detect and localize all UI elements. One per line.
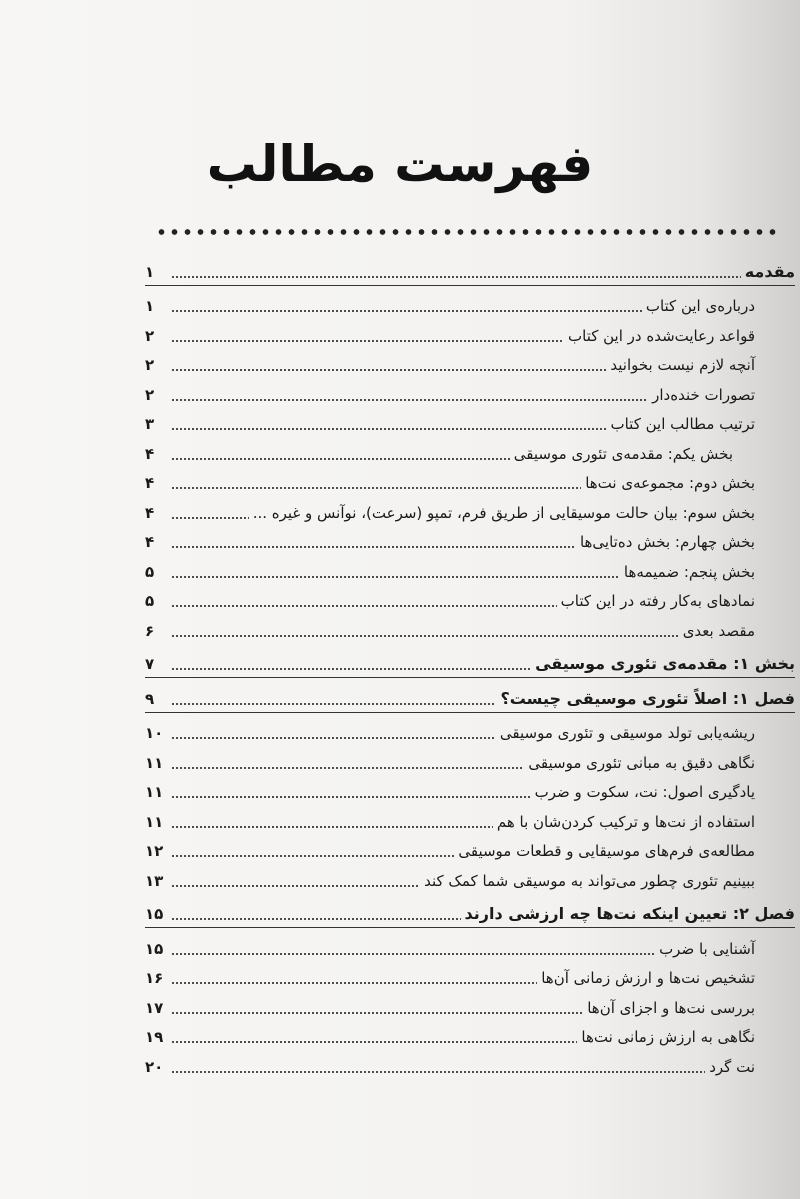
toc-entry — [145, 349, 795, 379]
toc-entry — [145, 932, 795, 962]
toc-section-entry — [145, 255, 795, 286]
toc-entry-title: ریشه‌یابی تولد موسیقی و تئوری موسیقی — [499, 724, 755, 742]
dot-leader — [171, 826, 493, 828]
toc-entry-page-number: ۲۰ — [145, 1057, 164, 1076]
toc-entry-title: نگاهی به ارزش زمانی نت‌ها — [581, 1028, 755, 1046]
toc-entry-title: مقصد بعدی — [682, 621, 755, 640]
toc-entry-title: ببینیم تئوری چطور می‌تواند به موسیقی شما کمک کند — [424, 871, 755, 890]
toc-entry-page-number: ۱۵ — [145, 905, 164, 923]
toc-entry-title: فصل ۱: اصلاً تئوری موسیقی چیست؟ — [500, 688, 795, 708]
dot-leader — [171, 1041, 577, 1043]
toc-entry-title: مقدمه — [744, 261, 795, 281]
dot-leader — [171, 399, 648, 401]
toc-entry-title: ترتیب مطالب این کتاب — [610, 415, 755, 433]
toc-entry — [145, 717, 795, 747]
dot-leader — [171, 487, 581, 489]
dot-leader — [171, 668, 531, 670]
toc-entry — [145, 864, 795, 894]
toc-entry-title: آنچه لازم نیست بخوانید — [610, 356, 755, 374]
toc-section-entry — [145, 682, 795, 713]
toc-entry-page-number: ۶ — [145, 621, 155, 640]
toc-entry — [145, 467, 795, 497]
toc-entry-page-number: ۱ — [145, 262, 155, 281]
toc-entry-page-number: ۷ — [145, 655, 155, 673]
dot-leader — [171, 918, 461, 920]
toc-entry-title: استفاده از نت‌ها و ترکیب کردن‌شان با هم — [496, 812, 755, 831]
toc-entry — [145, 835, 795, 865]
toc-entry-page-number: ۱۱ — [145, 753, 164, 772]
toc-entry — [145, 555, 795, 585]
toc-entry-title: بخش یکم: مقدمه‌ی تئوری موسیقی — [513, 444, 733, 463]
toc-entry-title: بررسی نت‌ها و اجزای آن‌ها — [587, 998, 755, 1017]
toc-entry — [145, 746, 795, 776]
toc-entry — [145, 408, 795, 438]
dot-leader — [171, 855, 454, 857]
toc-entry — [145, 962, 795, 992]
toc-entry-title: نگاهی دقیق به مبانی تئوری موسیقی — [528, 753, 755, 772]
table-of-contents — [145, 255, 795, 1080]
toc-entry-page-number: ۱۹ — [145, 1028, 164, 1046]
toc-entry-page-number: ۱۵ — [145, 939, 164, 958]
dot-leader — [171, 796, 531, 798]
dot-leader — [171, 576, 620, 578]
toc-entry-title: مطالعه‌ی فرم‌های موسیقایی و قطعات موسیقی — [458, 842, 755, 860]
page-title: فهرست مطالب — [206, 135, 594, 193]
toc-entry-page-number: ۴ — [145, 533, 155, 551]
toc-entry — [145, 319, 795, 349]
toc-entry-title: بخش سوم: بیان حالت موسیقایی از طریق فرم، تمپو (سرعت)، نوآنس و غیره ... — [252, 503, 755, 522]
toc-entry-title: بخش ۱: مقدمه‌ی تئوری موسیقی — [535, 654, 795, 673]
toc-entry-title: نمادهای به‌کار رفته در این کتاب — [560, 592, 755, 610]
toc-entry — [145, 614, 795, 644]
toc-entry-title: درباره‌ی این کتاب — [645, 297, 755, 315]
toc-entry-page-number: ۲ — [145, 326, 155, 345]
dot-leader — [171, 737, 496, 739]
toc-entry-page-number: ۱۷ — [145, 998, 164, 1017]
toc-entry-page-number: ۴ — [145, 444, 155, 463]
toc-entry — [145, 496, 795, 526]
toc-entry — [145, 526, 795, 556]
dot-leader — [171, 1012, 583, 1014]
toc-entry-page-number: ۱۱ — [145, 812, 164, 831]
dot-leader — [171, 517, 249, 519]
toc-entry-title: فصل ۲: تعیین اینکه نت‌ها چه ارزشی دارند — [464, 904, 795, 923]
toc-entry-page-number: ۱۰ — [145, 724, 164, 742]
dot-leader — [171, 310, 642, 312]
dot-leader — [171, 703, 496, 705]
toc-entry-title: بخش پنجم: ضمیمه‌ها — [623, 562, 755, 581]
dot-leader — [171, 953, 655, 955]
dot-leader — [171, 605, 557, 607]
toc-entry-page-number: ۲ — [145, 385, 155, 404]
dot-leader — [171, 982, 537, 984]
dot-leader — [171, 369, 606, 371]
dot-leader — [171, 767, 524, 769]
toc-section-entry — [145, 898, 795, 929]
toc-entry — [145, 1050, 795, 1080]
dot-leader — [171, 458, 510, 460]
toc-entry-title: نت گرد — [709, 1057, 755, 1076]
dot-leader — [171, 546, 576, 548]
dot-leader — [171, 428, 606, 430]
toc-entry-page-number: ۴ — [145, 474, 155, 492]
toc-entry-title: قواعد رعایت‌شده در این کتاب — [568, 326, 755, 345]
toc-entry-title: تصورات خنده‌دار — [652, 385, 755, 404]
dot-leader — [171, 340, 564, 342]
toc-entry — [145, 290, 795, 320]
title-dot-divider — [155, 226, 780, 238]
dot-leader — [171, 276, 741, 278]
toc-entry-title: بخش چهارم: بخش ده‌تایی‌ها — [579, 533, 755, 551]
toc-entry-page-number: ۱۳ — [145, 871, 164, 890]
toc-entry-title: تشخیص نت‌ها و ارزش زمانی آن‌ها — [541, 969, 755, 987]
toc-section-entry — [145, 648, 795, 679]
toc-entry-page-number: ۳ — [145, 415, 155, 433]
toc-entry-page-number: ۱ — [145, 297, 155, 315]
dot-leader — [171, 885, 420, 887]
toc-entry-page-number: ۲ — [145, 356, 155, 374]
toc-entry — [145, 585, 795, 615]
toc-entry — [145, 437, 795, 467]
toc-entry — [145, 991, 795, 1021]
toc-entry — [145, 805, 795, 835]
toc-entry-page-number: ۱۱ — [145, 783, 164, 801]
toc-entry-title: آشنایی با ضرب — [659, 939, 755, 958]
toc-entry-page-number: ۹ — [145, 689, 155, 708]
toc-entry — [145, 378, 795, 408]
dot-leader — [171, 635, 679, 637]
toc-entry — [145, 1021, 795, 1051]
toc-entry-page-number: ۱۶ — [145, 969, 164, 987]
dot-leader — [171, 1071, 705, 1073]
toc-entry-title: بخش دوم: مجموعه‌ی نت‌ها — [585, 474, 755, 492]
toc-entry-page-number: ۱۲ — [145, 842, 164, 860]
toc-entry-page-number: ۴ — [145, 503, 155, 522]
toc-entry-title: یادگیری اصول: نت، سکوت و ضرب — [534, 783, 755, 801]
toc-entry-page-number: ۵ — [145, 562, 155, 581]
toc-entry-page-number: ۵ — [145, 592, 155, 610]
toc-entry — [145, 776, 795, 806]
